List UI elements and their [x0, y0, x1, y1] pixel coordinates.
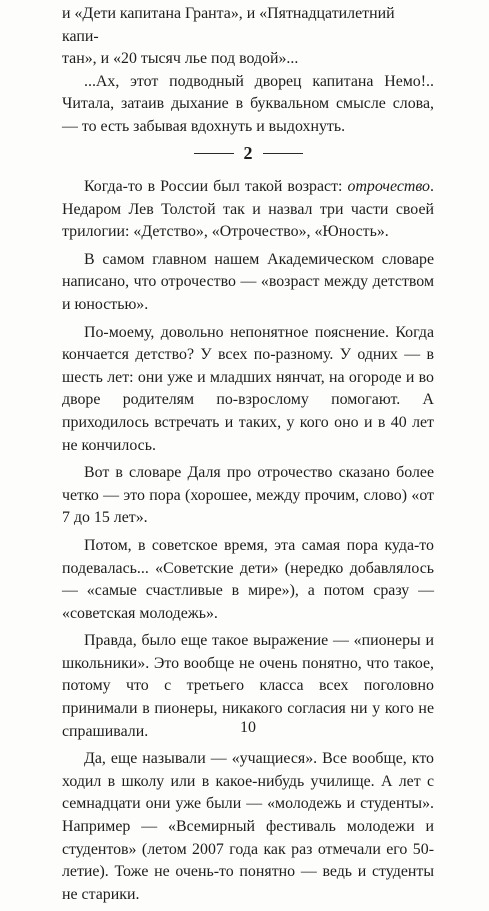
chapter-body [62, 176, 434, 911]
body-paragraph: В самом главном нашем Академическом словаре написано, что отрочество — «возраст между детством и юностью». [62, 250, 434, 313]
intro-line-2: тан», и «20 тысяч лье под водой»... [62, 50, 299, 68]
divider-rule-left [194, 153, 234, 154]
chapter-divider [62, 143, 434, 163]
paragraph-text: . Недаром Лев Толстой так и назвал три части своей трилогии: «Детство», «Отрочество», «Юность». [62, 178, 434, 241]
body-paragraph: Потом, в советское время, эта самая пора куда-то подевалась... «Советские дети» (нередко добавлялось — «самые счастливые в мире»), а потом сразу — «советская молодежь». [62, 536, 434, 622]
intro-paragraph-1 [62, 3, 434, 71]
body-paragraph: Вот в словаре Даля про отрочество сказано более четко — это пора (хорошее, между прочим, слово) «от 7 до 15 лет». [62, 464, 434, 527]
book-page [62, 0, 434, 903]
body-paragraph: Правда, было еще такое выражение — «пионеры и школьники». Это вообще не очень понятно, что такое, потому что с третьего класса всех поголовно принимали в пионеры, никакого согласия ни у кого не спрашивали. [62, 632, 434, 740]
intro-paragraph-2: ...Ах, этот подводный дворец капитана Немо!.. Читала, затаив дыхание в буквальном смысле слова, — то есть забывая вдохнуть и выдохнуть. [62, 72, 434, 135]
intro-text [62, 3, 434, 139]
paragraph-text: Когда-то в России был такой возраст: [84, 178, 348, 195]
body-paragraph: По-моему, довольно непонятное пояснение. Когда кончается детство? У всех по-разному. У одних — в шесть лет: они уже и младших нянчат, на огороде и во дворе родителям по-взрослому помогают. А приходилось встречать и таких, у кого оно и в 40 лет не кончилось. [62, 323, 434, 454]
intro-line-1: и «Дети капитана Гранта», и «Пятнадцатилетний капи- [62, 5, 395, 45]
body-paragraph [62, 176, 434, 244]
chapter-number: 2 [243, 143, 253, 163]
emphasized-word: отрочество [347, 178, 431, 195]
body-paragraph: Да, еще называли — «учащиеся». Все вообще, кто ходил в школу или в какое-нибудь училище. А лет с семнадцати они уже были — «молодежь и студенты». Например — «Всемирный фестиваль молодежи и студентов» (летом 2007 года как раз отмечали его 50-летие). Тоже не очень-то понятно — ведь и студенты не старики. [62, 750, 434, 903]
divider-rule-right [263, 153, 303, 154]
page-number: 10 [240, 719, 256, 736]
